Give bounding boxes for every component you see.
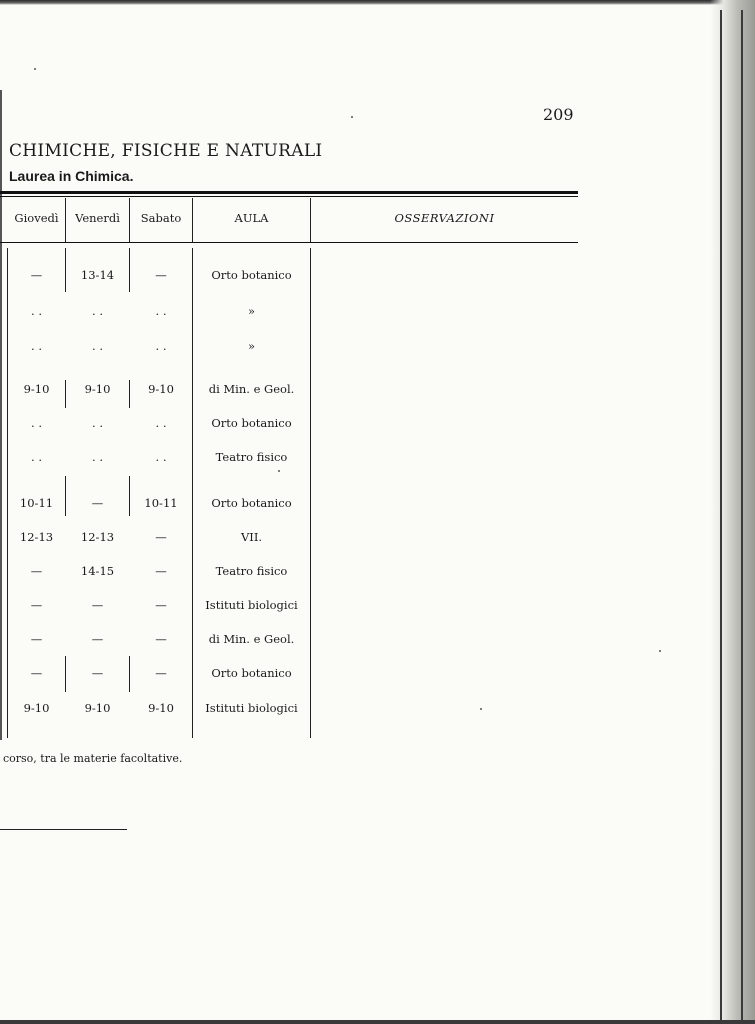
print-speck — [659, 650, 661, 652]
cell-venerdi: . . — [92, 450, 103, 464]
cell-giovedi: 12-13 — [19, 530, 54, 544]
print-speck — [34, 68, 36, 70]
print-speck — [278, 470, 280, 472]
cell-aula: » — [247, 304, 256, 318]
cell-aula: Orto botanico — [211, 496, 292, 510]
column-divider — [310, 248, 311, 738]
page-number: 209 — [543, 105, 574, 124]
cell-sabato: — — [155, 564, 167, 578]
cell-venerdi: — — [91, 666, 104, 680]
cell-venerdi: 12-13 — [80, 530, 115, 544]
print-speck — [480, 708, 482, 710]
cell-venerdi: 9-10 — [84, 382, 111, 396]
page-binding-shadow — [710, 0, 755, 1024]
cell-sabato: — — [155, 666, 167, 680]
page-top-edge — [0, 0, 755, 5]
cell-venerdi: 9-10 — [84, 701, 111, 715]
cell-venerdi: — — [91, 598, 104, 612]
header-sabato: Sabato — [140, 211, 182, 225]
cell-giovedi: 9-10 — [23, 701, 50, 715]
cell-venerdi: . . — [92, 304, 103, 318]
cell-sabato: — — [155, 598, 167, 612]
cell-aula: di Min. e Geol. — [208, 632, 295, 646]
cell-venerdi: . . — [92, 339, 103, 353]
cell-aula: Orto botanico — [211, 416, 292, 430]
cell-venerdi: 14-15 — [80, 564, 115, 578]
cell-sabato: 9-10 — [148, 382, 174, 396]
cell-sabato: . . — [155, 339, 167, 353]
cell-sabato: — — [155, 268, 167, 282]
cell-sabato: 9-10 — [148, 701, 174, 715]
cell-sabato: — — [155, 632, 167, 646]
cell-giovedi: 10-11 — [19, 496, 54, 510]
cell-sabato: — — [155, 530, 167, 544]
cell-sabato: . . — [155, 304, 167, 318]
page-left-edge — [0, 90, 2, 740]
cell-giovedi: — — [30, 632, 43, 646]
cell-giovedi: . . — [31, 304, 42, 318]
degree-subheading: Laurea in Chimica. — [9, 168, 134, 184]
page-bottom-edge — [0, 1020, 755, 1024]
header-osservazioni: OSSERVAZIONI — [394, 211, 495, 225]
cell-aula: Teatro fisico — [215, 450, 288, 464]
cell-aula: di Min. e Geol. — [208, 382, 295, 396]
cell-aula: Orto botanico — [211, 268, 292, 282]
footnote: corso, tra le materie facoltative. — [3, 752, 183, 765]
cell-venerdi: 13-14 — [80, 268, 115, 282]
cell-sabato: . . — [155, 416, 167, 430]
cell-venerdi: — — [91, 496, 104, 510]
table-top-rule — [0, 191, 578, 194]
footnote-rule — [0, 829, 127, 830]
cell-giovedi: — — [30, 564, 43, 578]
cell-aula: » — [247, 339, 256, 353]
cell-aula: Istituti biologici — [205, 598, 298, 612]
section-heading: CHIMICHE, FISICHE E NATURALI — [9, 141, 323, 161]
cell-giovedi: . . — [31, 416, 42, 430]
header-bottom-rule — [0, 242, 578, 243]
cell-aula: Istituti biologici — [205, 701, 298, 715]
cell-giovedi: . . — [31, 450, 42, 464]
cell-sabato: . . — [155, 450, 167, 464]
page-edge-line — [720, 10, 722, 1020]
header-venerdi: Venerdì — [75, 211, 120, 225]
print-speck — [351, 116, 353, 118]
cell-giovedi: — — [30, 598, 43, 612]
cell-venerdi: . . — [92, 416, 103, 430]
cell-aula: VII. — [240, 530, 263, 544]
cell-sabato: 10-11 — [144, 496, 178, 510]
cell-venerdi: — — [91, 632, 104, 646]
table-top-rule-thin — [0, 196, 578, 197]
header-aula: AULA — [234, 211, 269, 225]
cell-aula: Orto botanico — [211, 666, 292, 680]
cell-aula: Teatro fisico — [215, 564, 288, 578]
header-giovedi: Giovedì — [14, 211, 59, 225]
cell-giovedi: — — [30, 666, 43, 680]
cell-giovedi: 9-10 — [23, 382, 50, 396]
cell-giovedi: . . — [31, 339, 42, 353]
cell-giovedi: — — [30, 268, 43, 282]
page-edge-line — [741, 10, 743, 1020]
